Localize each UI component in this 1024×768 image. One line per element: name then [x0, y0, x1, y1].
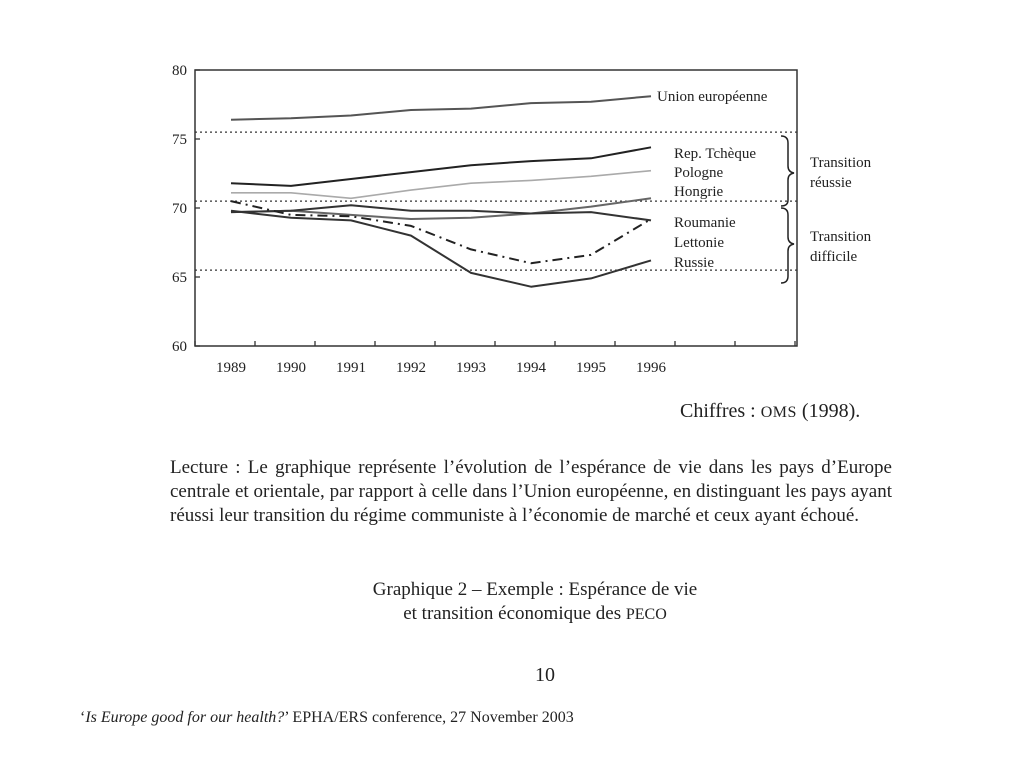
- series-line-2: [231, 171, 651, 199]
- legend-label-poland: Pologne: [674, 165, 724, 181]
- y-tick-label-75: 75: [172, 132, 187, 148]
- y-tick-label-60: 60: [172, 339, 187, 355]
- x-tick-label-1991: 1991: [336, 360, 366, 376]
- plot-frame: [195, 70, 797, 346]
- page-number: 10: [535, 664, 555, 686]
- x-tick-label-1993: 1993: [456, 360, 486, 376]
- footer-rest: EPHA/ERS conference, 27 November 2003: [288, 709, 574, 726]
- legend-label-czech: Rep. Tchèque: [674, 146, 756, 162]
- source-year: (1998).: [801, 400, 861, 422]
- legend-label-eu: Union européenne: [657, 89, 768, 105]
- footer-quote-close: ’: [284, 709, 289, 726]
- y-tick-label-65: 65: [172, 270, 187, 286]
- source-org: OMS: [760, 404, 797, 421]
- footer-citation: [80, 709, 574, 727]
- legend-label-romania: Roumanie: [674, 215, 736, 231]
- y-tick-label-70: 70: [172, 201, 187, 217]
- series-line-0: [231, 96, 651, 120]
- y-tick-label-80: 80: [172, 63, 187, 79]
- caption-line-2-text: et transition économique des: [403, 603, 626, 624]
- caption-line-2: [300, 602, 770, 627]
- legend-label-russia: Russie: [674, 255, 715, 271]
- brace-difficult: [781, 208, 794, 283]
- legend-label-hungary: Hongrie: [674, 184, 724, 200]
- x-tick-label-1989: 1989: [216, 360, 246, 376]
- series-line-1: [231, 147, 651, 186]
- series-line-6: [231, 211, 651, 287]
- bracket-label-success-2: réussie: [810, 175, 852, 191]
- y-axis-ticks: [172, 63, 200, 355]
- bracket-label-difficult-2: difficile: [810, 249, 858, 265]
- caption-abbr: PECO: [625, 606, 667, 623]
- x-tick-label-1994: 1994: [516, 360, 546, 376]
- bracket-label-success-1: Transition: [810, 155, 872, 171]
- series-lines: [231, 96, 651, 287]
- bracket-label-difficult-1: Transition: [810, 229, 872, 245]
- footer-quote-open: ‘: [80, 709, 86, 726]
- legend-label-latvia: Lettonie: [674, 235, 724, 251]
- source-prefix: Chiffres :: [680, 400, 761, 422]
- figure-caption: [300, 578, 770, 627]
- caption-line-1: Graphique 2 – Exemple : Espérance de vie: [372, 579, 698, 600]
- x-tick-label-1992: 1992: [396, 360, 426, 376]
- brace-success: [781, 136, 794, 206]
- x-tick-label-1990: 1990: [276, 360, 306, 376]
- footer-title: Is Europe good for our health?: [85, 709, 285, 726]
- reading-note: Lecture : Le graphique représente l’évolution de l’espérance de vie dans les pays d’Europe centrale et orientale, par rapport à celle dans l’Union européenne, en distinguant les pays ayant réussi leur transition du régime communiste à l’économie de marché et ceux ayant échoué.: [170, 457, 892, 526]
- x-tick-label-1996: 1996: [636, 360, 666, 376]
- x-tick-label-1995: 1995: [576, 360, 606, 376]
- data-source: [680, 400, 860, 423]
